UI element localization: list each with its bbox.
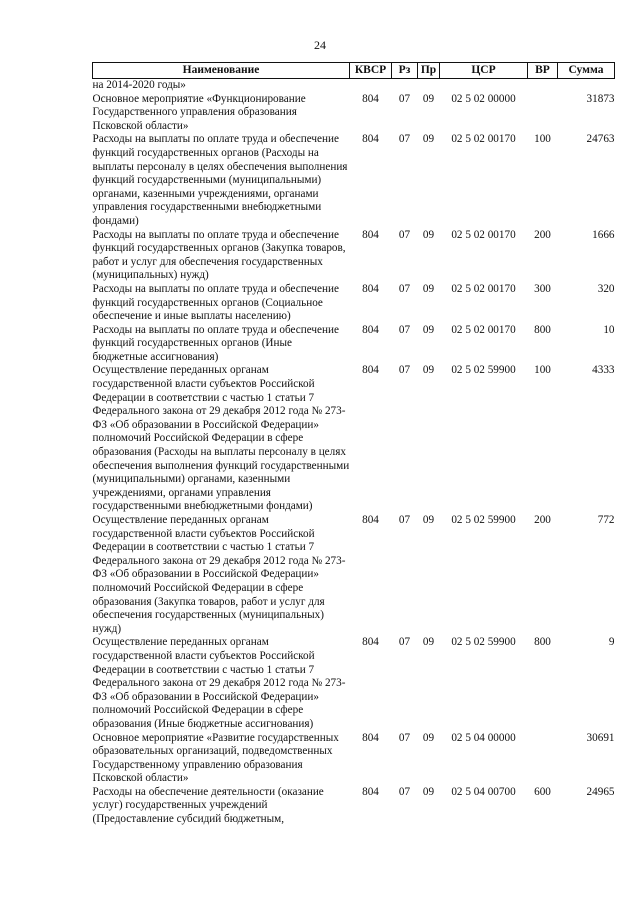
table-header xyxy=(93,63,615,79)
cell-kvsr: 804 xyxy=(362,514,379,526)
cell-rz: 07 xyxy=(398,514,411,526)
cell-sum: 1666 xyxy=(592,228,615,241)
cell-name: Основное мероприятие «Функционирование Государственного управления образования Псковской области» xyxy=(92,92,306,132)
table-row xyxy=(93,364,615,514)
table-row xyxy=(93,133,615,228)
cell-sum: 24763 xyxy=(586,133,615,146)
cell-sum: 320 xyxy=(597,282,615,295)
cell-name: Осуществление переданных органам государственной власти субъектов Российской Федерации в соответствии с частью 1 статьи 7 Федерального закона от 29 декабря 2012 года № 273-ФЗ «Об образовании в Российской Федерации» полномочий Российской Федерации в сфере образования (Иные бюджетные ассигнования) xyxy=(92,636,346,730)
cell-name: Осуществление переданных органам государственной власти субъектов Российской Федерации в соответствии с частью 1 статьи 7 Федерального закона от 29 декабря 2012 года № 273-ФЗ «Об образовании в Российской Федерации» полномочий Российской Федерации в сфере образования (Закупка товаров, работ и услуг для обеспечения государственных (муниципальных) нужд) xyxy=(92,514,346,635)
cell-pr: 09 xyxy=(422,364,435,377)
cell-sum xyxy=(558,79,615,93)
cell-csr: 02 5 02 59900 xyxy=(451,364,516,377)
cell-vr: 800 xyxy=(534,323,551,336)
cell-pr: 09 xyxy=(422,133,435,146)
cell-rz: 07 xyxy=(398,282,411,295)
cell-sum: 4333 xyxy=(592,364,615,377)
cell-rz: 07 xyxy=(398,323,411,336)
cell-rz: 07 xyxy=(398,228,411,241)
cell-sum: 10 xyxy=(603,323,615,336)
cell-sum: 31873 xyxy=(586,92,615,105)
table-row xyxy=(93,636,615,731)
cell-vr xyxy=(528,93,558,134)
cell-csr xyxy=(440,79,528,93)
cell-vr: 200 xyxy=(534,514,551,526)
cell-sum: 24965 xyxy=(586,785,615,798)
cell-vr: 200 xyxy=(534,228,551,241)
cell-pr: 09 xyxy=(422,636,435,649)
table-row xyxy=(93,79,615,93)
cell-vr: 300 xyxy=(534,282,551,295)
cell-kvsr: 804 xyxy=(362,323,379,336)
cell-rz: 07 xyxy=(398,731,411,744)
page-number: 24 xyxy=(314,38,326,52)
cell-name: Основное мероприятие «Развитие государственных образовательных организаций, подведомственных Государственному управлению образования Псковской области» xyxy=(92,731,339,785)
cell-kvsr: 804 xyxy=(362,636,379,649)
cell-name: Расходы на выплаты по оплате труда и обеспечение функций государственных органов (Социальное обеспечение и иные выплаты населению) xyxy=(92,282,339,323)
cell-csr: 02 5 02 00170 xyxy=(451,282,516,295)
cell-csr: 02 5 02 00170 xyxy=(451,323,516,336)
cell-vr: 800 xyxy=(534,636,551,649)
cell-name: Расходы на выплаты по оплате труда и обеспечение функций государственных органов (Закупка товаров, работ и услуг для обеспечения государственных (муниципальных) нужд) xyxy=(92,228,346,282)
cell-name: Расходы на выплаты по оплате труда и обеспечение функций государственных органов (Расходы на выплаты персоналу в целях обеспечения выполнения функций государственными (муниципальными) органами, казенными учреждениями, органами управления государственными внебюджетными фондами) xyxy=(92,133,348,227)
cell-sum: 772 xyxy=(597,514,615,526)
cell-name: Расходы на обеспечение деятельности (оказание услуг) государственных учреждений (Предоставление субсидий бюджетным, xyxy=(92,785,324,826)
table-row xyxy=(93,229,615,283)
header-vr: ВР xyxy=(528,63,558,79)
cell-csr: 02 5 02 59900 xyxy=(451,514,516,526)
cell-pr: 09 xyxy=(422,514,435,526)
cell-name: Расходы на выплаты по оплате труда и обеспечение функций государственных органов (Иные бюджетные ассигнования) xyxy=(92,323,339,363)
header-name: Наименование xyxy=(93,63,350,79)
header-rz: Рз xyxy=(392,63,418,79)
cell-kvsr: 804 xyxy=(362,364,379,377)
cell-vr xyxy=(528,79,558,93)
cell-rz: 07 xyxy=(398,92,411,105)
cell-csr: 02 5 04 00000 xyxy=(451,731,516,744)
table-row xyxy=(93,514,615,636)
cell-pr: 09 xyxy=(422,228,435,241)
cell-kvsr: 804 xyxy=(362,92,379,105)
header-pr: Пр xyxy=(418,63,440,79)
cell-vr: 100 xyxy=(534,133,551,146)
cell-vr: 100 xyxy=(534,364,551,377)
cell-rz: 07 xyxy=(398,785,411,798)
cell-csr: 02 5 04 00700 xyxy=(451,785,516,798)
budget-table xyxy=(92,62,615,827)
cell-pr: 09 xyxy=(422,323,435,336)
cell-csr: 02 5 02 00000 xyxy=(451,92,516,105)
header-sum: Сумма xyxy=(558,63,615,79)
cell-pr: 09 xyxy=(422,731,435,744)
cell-pr: 09 xyxy=(422,92,435,105)
cell-vr xyxy=(528,732,558,786)
cell-rz: 07 xyxy=(398,133,411,146)
cell-kvsr: 804 xyxy=(362,133,379,146)
cell-pr: 09 xyxy=(422,785,435,798)
header-kvsr: КВСР xyxy=(350,63,392,79)
cell-name: Осуществление переданных органам государственной власти субъектов Российской Федерации в соответствии с частью 1 статьи 7 Федерального закона от 29 декабря 2012 года № 273-ФЗ «Об образовании в Российской Федерации» полномочий Российской Федерации в сфере образования (Расходы на выплаты персоналу в целях обеспечения выполнения функций государственными (муниципальными) органами, казенными учреждениями, органами управления государственными внебюджетными фондами) xyxy=(92,364,350,513)
cell-kvsr: 804 xyxy=(362,731,379,744)
cell-rz: 07 xyxy=(398,364,411,377)
cell-name: на 2014-2020 годы» xyxy=(92,79,186,91)
cell-vr: 600 xyxy=(534,785,551,798)
cell-rz: 07 xyxy=(398,636,411,649)
cell-pr xyxy=(418,79,440,93)
cell-sum: 9 xyxy=(608,636,615,649)
cell-csr: 02 5 02 00170 xyxy=(451,133,516,146)
cell-kvsr: 804 xyxy=(362,228,379,241)
table-row xyxy=(93,324,615,365)
cell-csr: 02 5 02 59900 xyxy=(451,636,516,649)
table-row xyxy=(93,93,615,134)
cell-pr: 09 xyxy=(422,282,435,295)
table-row xyxy=(93,283,615,324)
cell-sum: 30691 xyxy=(586,731,615,744)
cell-rz xyxy=(392,79,418,93)
cell-kvsr: 804 xyxy=(362,785,379,798)
header-csr: ЦСР xyxy=(440,63,528,79)
cell-csr: 02 5 02 00170 xyxy=(451,228,516,241)
cell-kvsr: 804 xyxy=(362,282,379,295)
table-row xyxy=(93,786,615,827)
table-body xyxy=(93,79,615,827)
cell-kvsr xyxy=(350,79,392,93)
table-row xyxy=(93,732,615,786)
